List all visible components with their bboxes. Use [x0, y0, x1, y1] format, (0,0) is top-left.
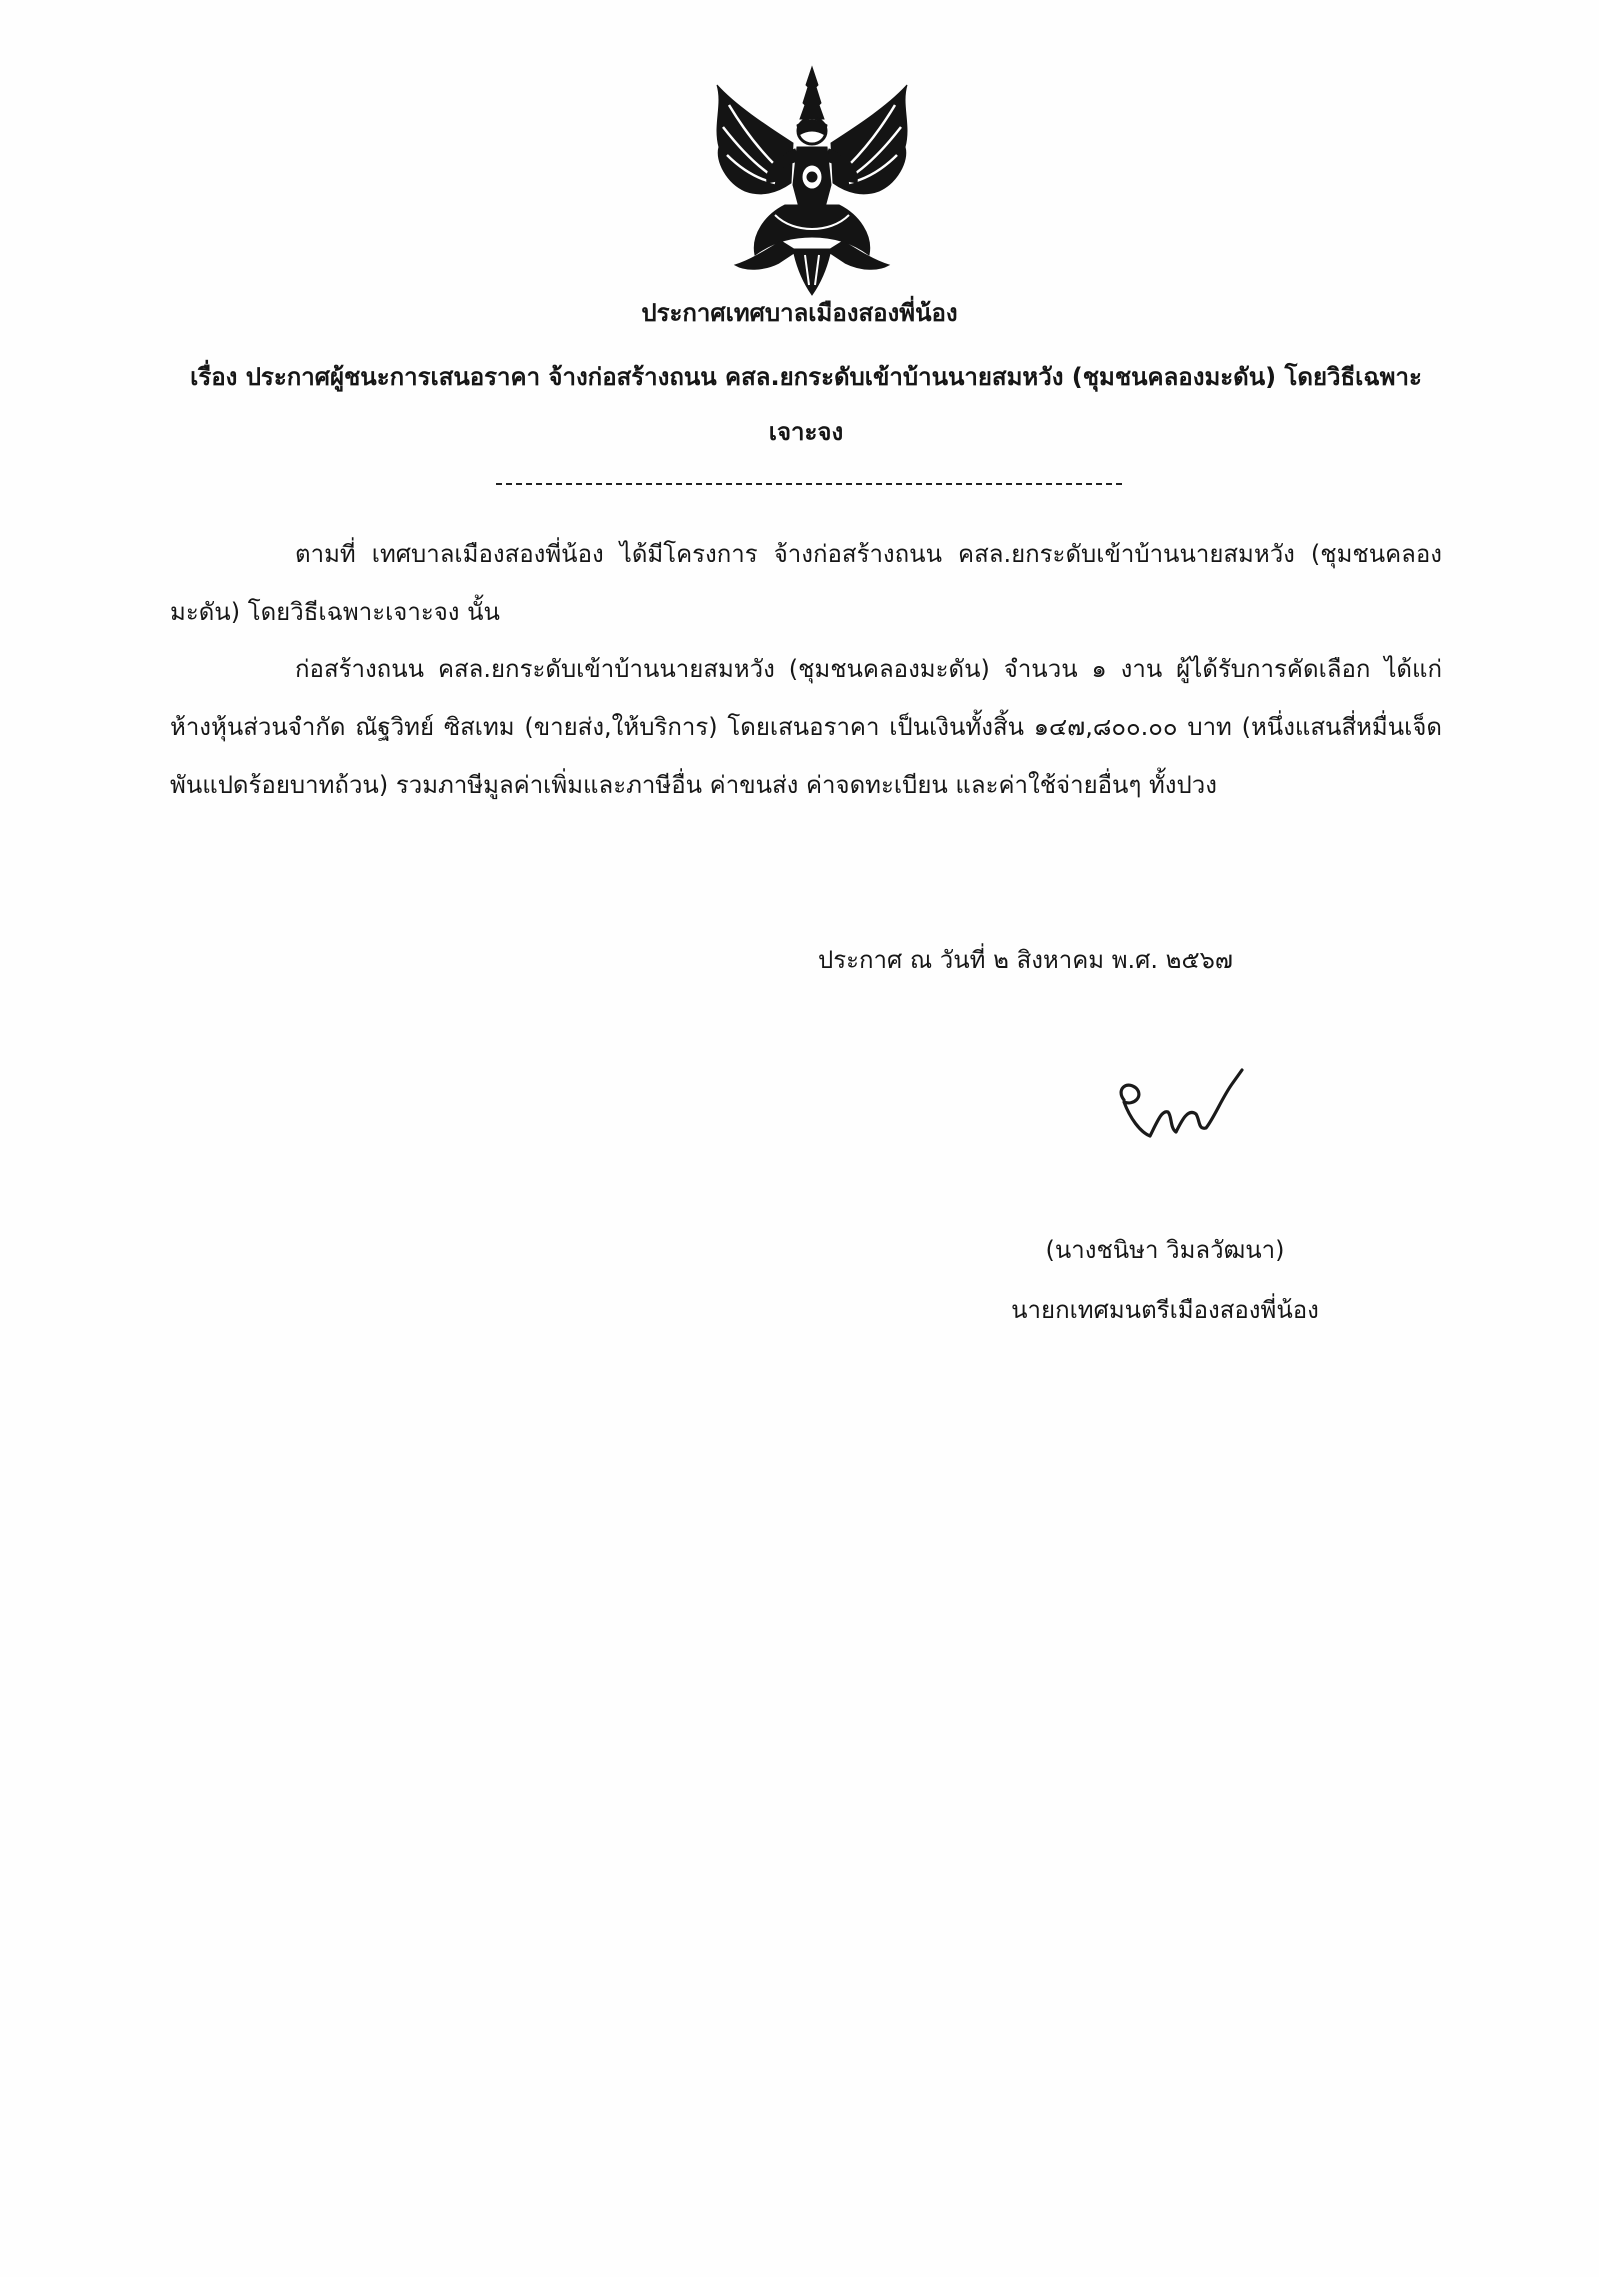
separator-line: [496, 483, 1122, 485]
body-paragraph-1: ตามที่ เทศบาลเมืองสองพี่น้อง ได้มีโครงการ จ้างก่อสร้างถนน คสล.ยกระดับเข้าบ้านนายสมหวัง (ชุมชนคลองมะดัน) โดยวิธีเฉพาะเจาะจง นั้น: [170, 540, 1442, 626]
announcement-title: ประกาศเทศบาลเมืองสองพี่น้อง: [641, 299, 958, 327]
signer-name: (นางชนิษา วิมลวัฒนา): [1045, 1236, 1285, 1264]
garuda-emblem-icon: [705, 65, 920, 297]
handwritten-signature-icon: [1110, 1062, 1260, 1154]
signer-title: นายกเทศมนตรีเมืองสองพี่น้อง: [1011, 1296, 1319, 1324]
body-paragraph-2: ก่อสร้างถนน คสล.ยกระดับเข้าบ้านนายสมหวัง (ชุมชนคลองมะดัน) จำนวน ๑ งาน ผู้ได้รับการคัดเลือก ได้แก่ ห้างหุ้นส่วนจำกัด ณัฐวิทย์ ซิสเทม (ขายส่ง,ให้บริการ) โดยเสนอราคา เป็นเงินทั้งสิ้น ๑๔๗,๘๐๐.๐๐ บาท (หนึ่งแสนสี่หมื่นเจ็ดพันแปดร้อยบาทถ้วน) รวมภาษีมูลค่าเพิ่มและภาษีอื่น ค่าขนส่ง ค่าจดทะเบียน และค่าใช้จ่ายอื่นๆ ทั้งปวง: [170, 655, 1442, 799]
announcement-date: ประกาศ ณ วันที่ ๒ สิงหาคม พ.ศ. ๒๕๖๗: [818, 946, 1233, 974]
announcement-subject: เรื่อง ประกาศผู้ชนะการเสนอราคา จ้างก่อสร้างถนน คสล.ยกระดับเข้าบ้านนายสมหวัง (ชุมชนคลองมะดัน) โดยวิธีเฉพาะเจาะจง: [190, 363, 1422, 446]
